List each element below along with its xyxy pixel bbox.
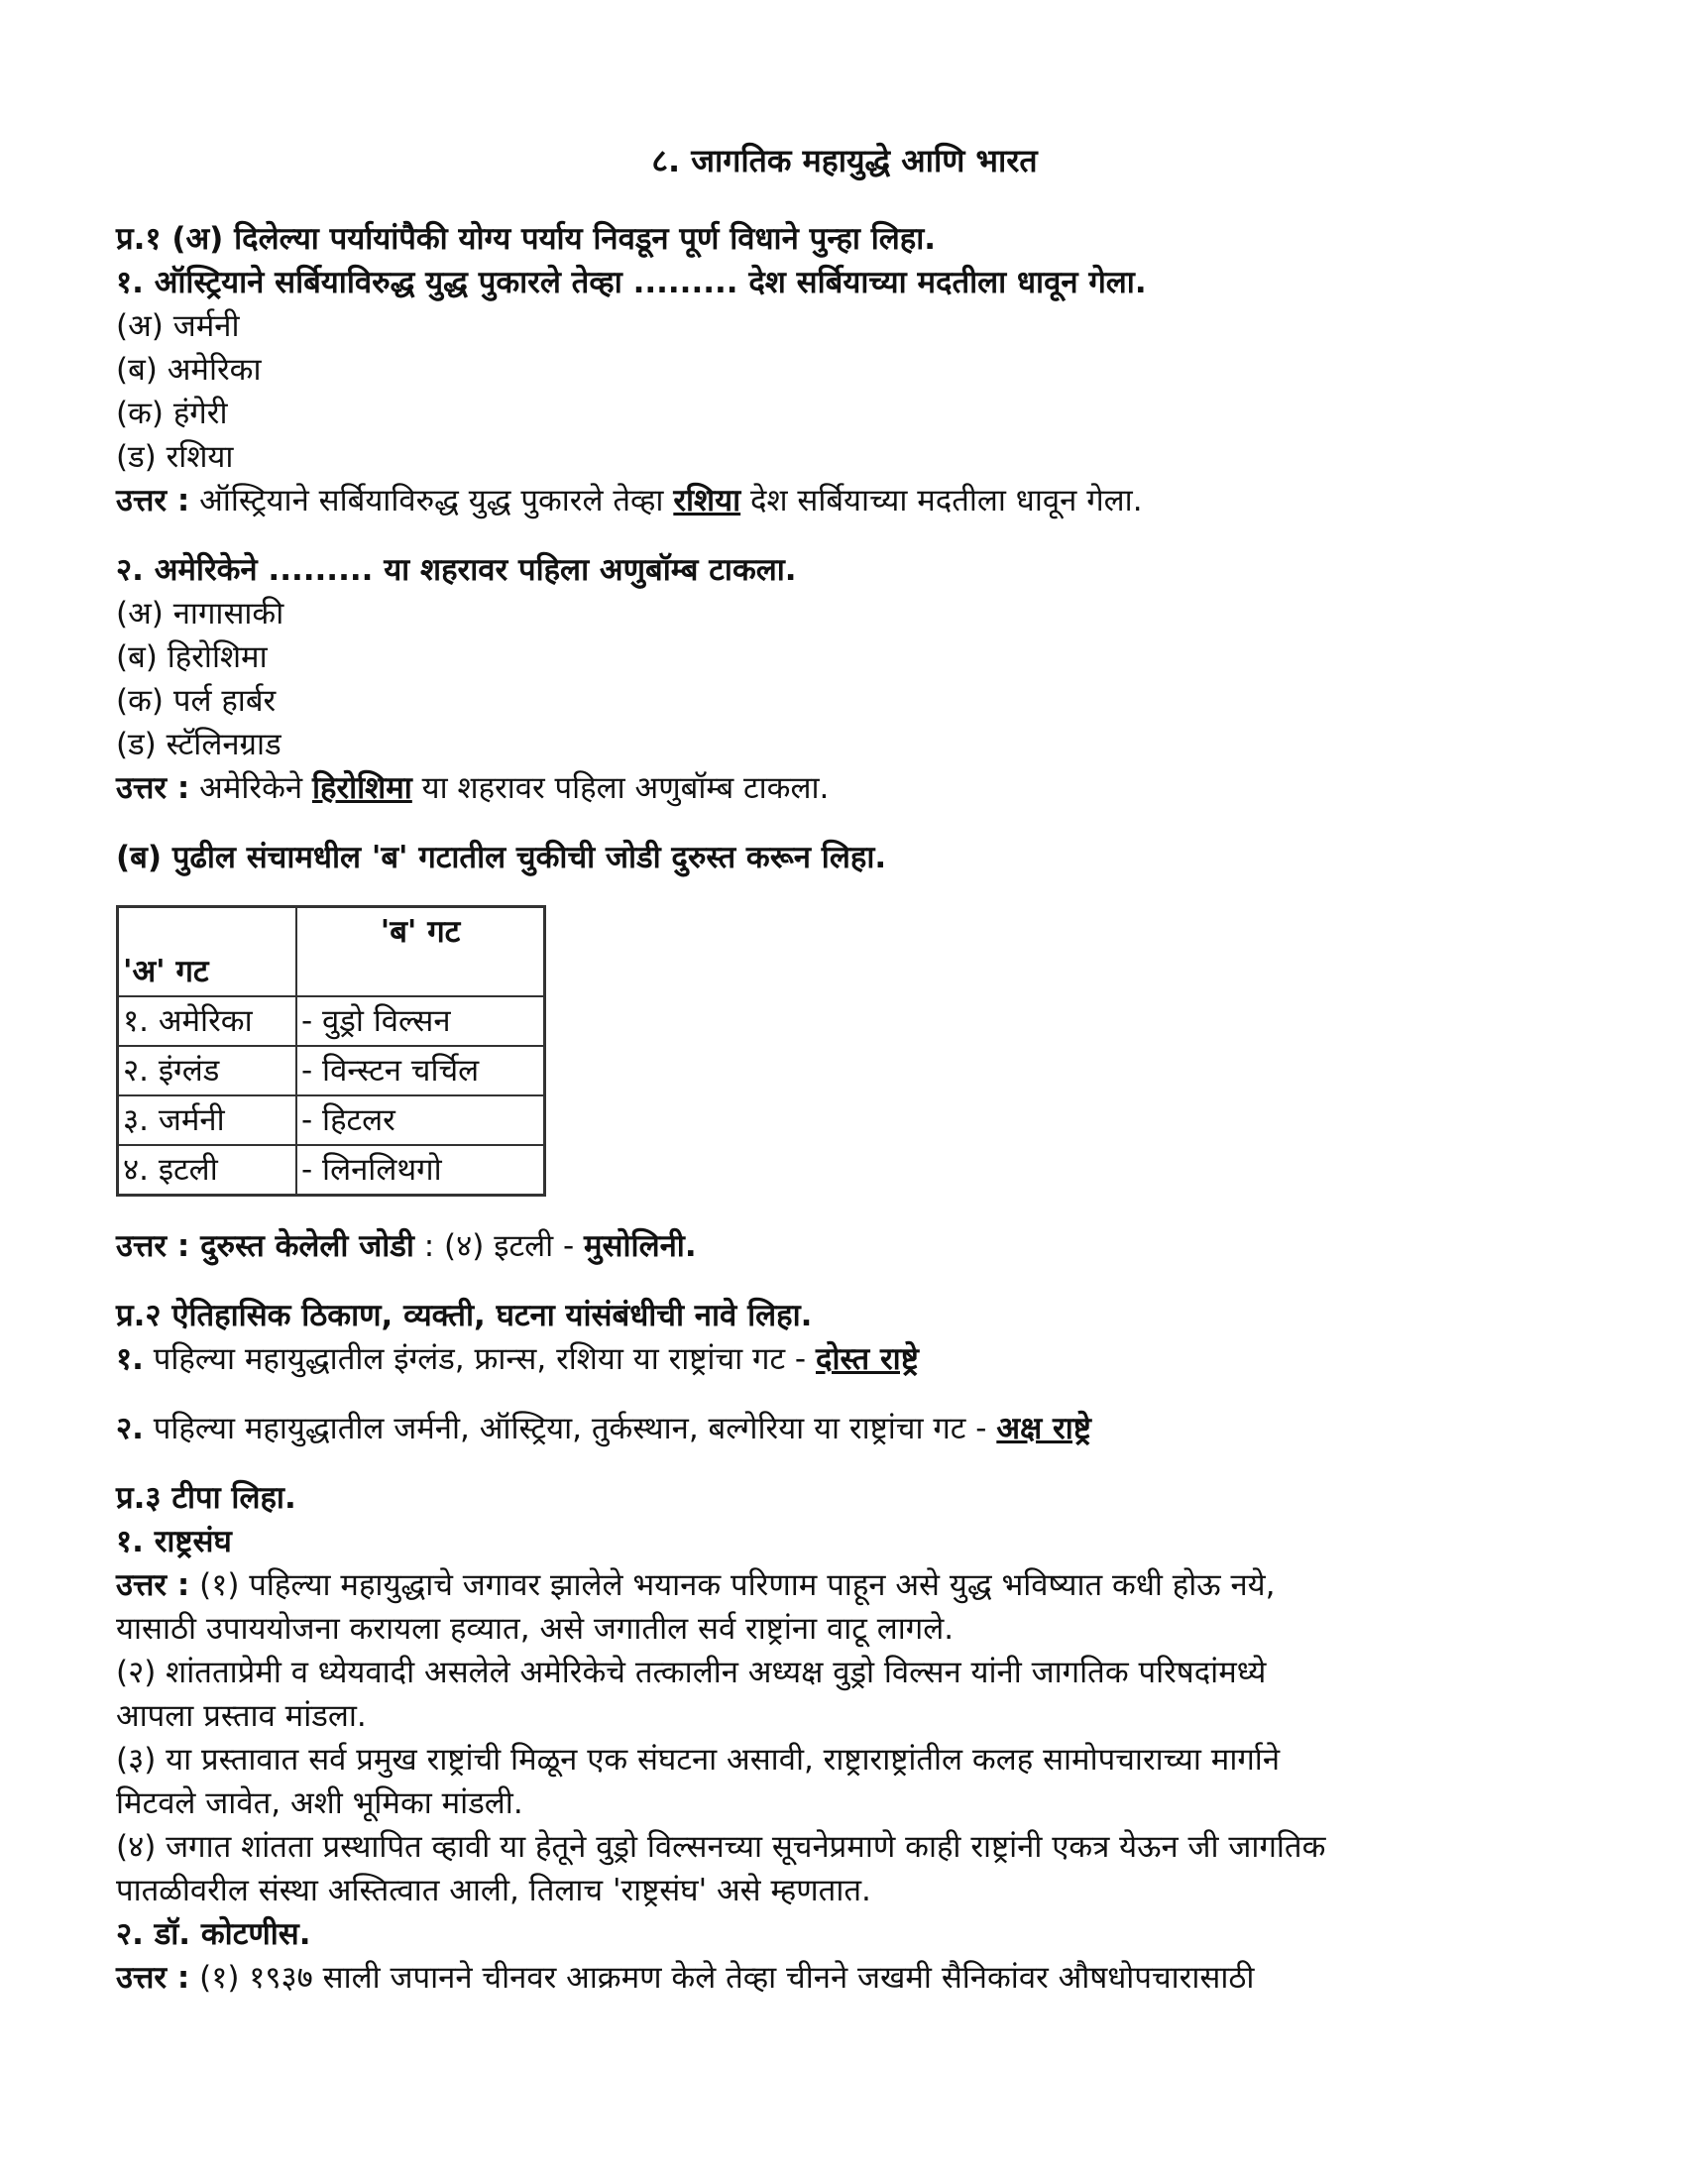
answer-text: : (४) इटली -	[413, 1228, 585, 1264]
q1-item1-option-d: (ड) रशिया	[116, 439, 234, 475]
q3-sub2-title: २. डॉ. कोटणीस.	[116, 1916, 311, 1952]
table-cell: - हिटलर	[296, 1095, 545, 1145]
q1-item2-option-b: (ब) हिरोशिमा	[116, 639, 268, 675]
q1-item1-option-a: (अ) जर्मनी	[116, 308, 240, 344]
q1b-answer	[116, 1224, 1573, 1268]
q3-sub2-point	[116, 1956, 1573, 2000]
answer-text-end: या शहरावर पहिला अणुबॉम्ब टाकला.	[411, 770, 830, 806]
q3-sub1-point: (२) शांतताप्रेमी व ध्येयवादी असलेले अमेरिकेचे तत्कालीन अध्यक्ष वुड्रो विल्सन यांनी जागतिक परिषदांमध्ये	[116, 1655, 1267, 1690]
chapter-title: ८. जागतिक महायुद्धे आणि भारत	[651, 142, 1038, 179]
q1-item2-option-d: (ड) स्टॅलिनग्राड	[116, 727, 281, 762]
item-number: १.	[116, 1341, 144, 1377]
column-a-header: 'अ' गट	[118, 907, 297, 997]
answer-label: उत्तर : दुरुस्त केलेली जोडी	[116, 1228, 414, 1264]
answer-label: उत्तर :	[116, 483, 190, 518]
item-number: २.	[116, 1411, 144, 1446]
q3-sub1-point: (४) जगात शांतता प्रस्थापित व्हावी या हेतूने वुड्रो विल्सनच्या सूचनेप्रमाणे काही राष्ट्रांनी एकत्र येऊन जी जागतिक	[116, 1829, 1326, 1865]
q3-sub1-point: यासाठी उपाययोजना करायला हव्यात, असे जगातील सर्व राष्ट्रांना वाटू लागले.	[116, 1611, 955, 1647]
point-text: (१) पहिल्या महायुद्धाचे जगावर झालेले भयानक परिणाम पाहून असे युद्ध भविष्यात कधी होऊ नये,	[189, 1567, 1276, 1603]
q3-sub1-point: (३) या प्रस्तावात सर्व प्रमुख राष्ट्रांची मिळून एक संघटना असावी, राष्ट्राराष्ट्रांतील कलह सामोपचाराच्या मार्गाने	[116, 1742, 1281, 1778]
table-cell: १. अमेरिका	[118, 996, 297, 1046]
q2-item2	[116, 1407, 1573, 1450]
matching-table	[116, 905, 546, 1197]
q1-item1-question: १. ऑस्ट्रियाने सर्बियाविरुद्ध युद्ध पुकारले तेव्हा ......... देश सर्बियाच्या मदतीला धावून गेला.	[116, 265, 1147, 300]
q3-sub1-point: आपला प्रस्ताव मांडला.	[116, 1698, 367, 1734]
q3-heading: प्र.३ टीपा लिहा.	[116, 1480, 296, 1516]
table-cell: - लिनलिथगो	[296, 1145, 545, 1196]
q1-item1-option-c: (क) हंगेरी	[116, 396, 228, 431]
q1-item2-question: २. अमेरिकेने ......... या शहरावर पहिला अणुबॉम्ब टाकला.	[116, 552, 797, 588]
table-cell: - वुड्रो विल्सन	[296, 996, 545, 1046]
answer-text: ऑस्ट्रियाने सर्बियाविरुद्ध युद्ध पुकारले तेव्हा	[189, 483, 674, 518]
answer-key: रशिया	[673, 483, 741, 518]
q1-item1-option-b: (ब) अमेरिका	[116, 352, 262, 388]
table-cell: ३. जर्मनी	[118, 1095, 297, 1145]
table-cell: - विन्स्टन चर्चिल	[296, 1046, 545, 1095]
q2-heading: प्र.२ ऐतिहासिक ठिकाण, व्यक्ती, घटना यांसंबंधीची नावे लिहा.	[116, 1298, 813, 1333]
table-row	[118, 1046, 545, 1095]
answer-text: अमेरिकेने	[189, 770, 312, 806]
table-header-row	[118, 907, 545, 997]
table-row	[118, 1095, 545, 1145]
item-text: पहिल्या महायुद्धातील जर्मनी, ऑस्ट्रिया, तुर्कस्थान, बल्गेरिया या राष्ट्रांचा गट -	[143, 1411, 997, 1446]
answer-label: उत्तर :	[116, 1960, 190, 1996]
answer-label: उत्तर :	[116, 1567, 190, 1603]
q1-item2-option-c: (क) पर्ल हार्बर	[116, 683, 277, 719]
item-answer: दोस्त राष्ट्रे	[815, 1341, 919, 1377]
answer-key: मुसोलिनी.	[584, 1228, 697, 1264]
answer-text-end: देश सर्बियाच्या मदतीला धावून गेला.	[740, 483, 1143, 518]
q1b-heading: (ब) पुढील संचामधील 'ब' गटातील चुकीची जोडी दुरुस्त करून लिहा.	[116, 840, 887, 875]
answer-label: उत्तर :	[116, 770, 190, 806]
document-page	[116, 139, 1573, 2000]
table-cell: २. इंग्लंड	[118, 1046, 297, 1095]
q3-sub1-title: १. राष्ट्रसंघ	[116, 1524, 232, 1559]
table-row	[118, 1145, 545, 1196]
table-cell: ४. इटली	[118, 1145, 297, 1196]
answer-key: हिरोशिमा	[311, 770, 412, 806]
table-row	[118, 996, 545, 1046]
q3-sub1-point: पातळीवरील संस्था अस्तित्वात आली, तिलाच 'राष्ट्रसंघ' असे म्हणतात.	[116, 1873, 871, 1908]
q1-item2-option-a: (अ) नागासाकी	[116, 596, 284, 632]
q3-sub1-point: मिटवले जावेत, अशी भूमिका मांडली.	[116, 1785, 523, 1821]
item-answer: अक्ष राष्ट्रे	[996, 1411, 1091, 1446]
q2-item1	[116, 1337, 1573, 1381]
q1-item2-answer	[116, 766, 1573, 810]
point-text: (१) १९३७ साली जपानने चीनवर आक्रमण केले तेव्हा चीनने जखमी सैनिकांवर औषधोपचारासाठी	[189, 1960, 1255, 1996]
q1-heading: प्र.१ (अ) दिलेल्या पर्यायांपैकी योग्य पर्याय निवडून पूर्ण विधाने पुन्हा लिहा.	[116, 221, 937, 257]
q1-item1-answer	[116, 479, 1573, 522]
q3-sub1-point	[116, 1563, 1573, 1607]
item-text: पहिल्या महायुद्धातील इंग्लंड, फ्रान्स, रशिया या राष्ट्रांचा गट -	[143, 1341, 816, 1377]
column-b-header: 'ब' गट	[296, 907, 545, 997]
